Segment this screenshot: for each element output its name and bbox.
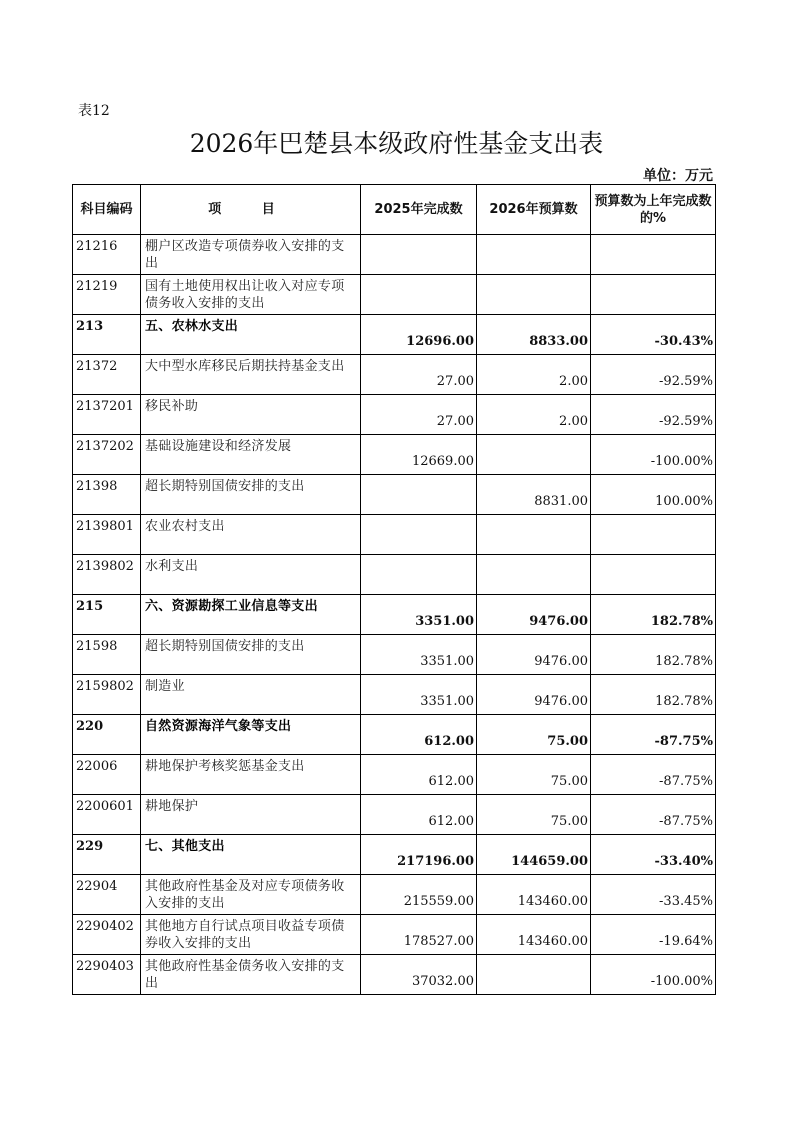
cell-completed-2025: 37032.00 — [361, 955, 477, 995]
cell-percent: -100.00% — [591, 955, 716, 995]
table-row — [73, 675, 716, 715]
cell-completed-2025: 612.00 — [361, 715, 477, 755]
cell-budget-2026: 8831.00 — [477, 475, 591, 515]
table-row — [73, 475, 716, 515]
cell-budget-2026: 75.00 — [477, 795, 591, 835]
cell-completed-2025: 612.00 — [361, 795, 477, 835]
cell-item-name: 其他政府性基金及对应专项债务收入安排的支出 — [141, 875, 361, 915]
cell-percent — [591, 515, 716, 555]
table-row-category — [73, 595, 716, 635]
table-header-row — [73, 185, 716, 235]
table-row — [73, 915, 716, 955]
cell-budget-2026: 75.00 — [477, 715, 591, 755]
cell-budget-2026 — [477, 515, 591, 555]
cell-budget-2026 — [477, 555, 591, 595]
header-percent: 预算数为上年完成数的% — [591, 185, 716, 235]
cell-completed-2025: 12696.00 — [361, 315, 477, 355]
cell-item-name: 移民补助 — [141, 395, 361, 435]
cell-code: 21398 — [73, 475, 141, 515]
cell-item-name: 其他地方自行试点项目收益专项债券收入安排的支出 — [141, 915, 361, 955]
cell-percent: -30.43% — [591, 315, 716, 355]
cell-percent — [591, 275, 716, 315]
table-row — [73, 555, 716, 595]
cell-item-name: 其他政府性基金债务收入安排的支出 — [141, 955, 361, 995]
cell-completed-2025: 612.00 — [361, 755, 477, 795]
table-row — [73, 515, 716, 555]
cell-percent: -92.59% — [591, 355, 716, 395]
cell-budget-2026 — [477, 435, 591, 475]
fund-expenditure-table — [72, 184, 716, 995]
cell-percent: -92.59% — [591, 395, 716, 435]
table-row — [73, 235, 716, 275]
cell-budget-2026: 9476.00 — [477, 635, 591, 675]
cell-percent: -33.45% — [591, 875, 716, 915]
cell-completed-2025: 12669.00 — [361, 435, 477, 475]
cell-item-name: 耕地保护 — [141, 795, 361, 835]
cell-budget-2026: 8833.00 — [477, 315, 591, 355]
header-budget-2026: 2026年预算数 — [477, 185, 591, 235]
cell-code: 213 — [73, 315, 141, 355]
table-row — [73, 275, 716, 315]
table-row — [73, 955, 716, 995]
cell-completed-2025 — [361, 515, 477, 555]
cell-item-name: 耕地保护考核奖惩基金支出 — [141, 755, 361, 795]
cell-item-name: 超长期特别国债安排的支出 — [141, 635, 361, 675]
cell-code: 2159802 — [73, 675, 141, 715]
table-number: 表12 — [78, 103, 110, 119]
cell-code: 2200601 — [73, 795, 141, 835]
cell-completed-2025 — [361, 555, 477, 595]
cell-percent: -87.75% — [591, 715, 716, 755]
cell-completed-2025: 3351.00 — [361, 635, 477, 675]
cell-completed-2025: 27.00 — [361, 395, 477, 435]
cell-code: 2290402 — [73, 915, 141, 955]
cell-code: 2137202 — [73, 435, 141, 475]
cell-budget-2026 — [477, 275, 591, 315]
table-row-category — [73, 315, 716, 355]
cell-code: 22904 — [73, 875, 141, 915]
header-completed-2025: 2025年完成数 — [361, 185, 477, 235]
cell-completed-2025 — [361, 235, 477, 275]
cell-percent: -87.75% — [591, 795, 716, 835]
cell-budget-2026: 9476.00 — [477, 595, 591, 635]
cell-budget-2026 — [477, 955, 591, 995]
cell-item-name: 基础设施建设和经济发展 — [141, 435, 361, 475]
cell-code: 22006 — [73, 755, 141, 795]
table-row — [73, 755, 716, 795]
cell-code: 229 — [73, 835, 141, 875]
cell-percent: -100.00% — [591, 435, 716, 475]
cell-completed-2025 — [361, 475, 477, 515]
header-code: 科目编码 — [73, 185, 141, 235]
cell-code: 220 — [73, 715, 141, 755]
table-row-category — [73, 835, 716, 875]
cell-completed-2025 — [361, 275, 477, 315]
cell-code: 2139801 — [73, 515, 141, 555]
cell-item-name: 水利支出 — [141, 555, 361, 595]
cell-item-name: 制造业 — [141, 675, 361, 715]
table-row — [73, 875, 716, 915]
cell-percent: -19.64% — [591, 915, 716, 955]
cell-percent: 182.78% — [591, 675, 716, 715]
cell-item-name: 国有土地使用权出让收入对应专项债务收入安排的支出 — [141, 275, 361, 315]
table-row — [73, 795, 716, 835]
cell-percent: 100.00% — [591, 475, 716, 515]
cell-budget-2026: 2.00 — [477, 395, 591, 435]
cell-item-name: 五、农林水支出 — [141, 315, 361, 355]
cell-code: 21219 — [73, 275, 141, 315]
cell-item-name: 农业农村支出 — [141, 515, 361, 555]
cell-percent: -33.40% — [591, 835, 716, 875]
cell-code: 2139802 — [73, 555, 141, 595]
cell-code: 215 — [73, 595, 141, 635]
cell-budget-2026: 75.00 — [477, 755, 591, 795]
table-row — [73, 435, 716, 475]
cell-code: 21216 — [73, 235, 141, 275]
cell-code: 2137201 — [73, 395, 141, 435]
cell-item-name: 超长期特别国债安排的支出 — [141, 475, 361, 515]
cell-budget-2026: 9476.00 — [477, 675, 591, 715]
cell-budget-2026 — [477, 235, 591, 275]
cell-percent — [591, 235, 716, 275]
cell-budget-2026: 2.00 — [477, 355, 591, 395]
unit-label: 单位：万元 — [643, 168, 713, 184]
cell-completed-2025: 3351.00 — [361, 595, 477, 635]
page-title: 2026年巴楚县本级政府性基金支出表 — [189, 129, 604, 158]
cell-percent: -87.75% — [591, 755, 716, 795]
cell-budget-2026: 143460.00 — [477, 915, 591, 955]
cell-percent: 182.78% — [591, 635, 716, 675]
header-item: 项 目 — [141, 185, 361, 235]
cell-completed-2025: 215559.00 — [361, 875, 477, 915]
cell-budget-2026: 143460.00 — [477, 875, 591, 915]
cell-completed-2025: 3351.00 — [361, 675, 477, 715]
table-row — [73, 355, 716, 395]
cell-code: 2290403 — [73, 955, 141, 995]
cell-item-name: 大中型水库移民后期扶持基金支出 — [141, 355, 361, 395]
cell-completed-2025: 27.00 — [361, 355, 477, 395]
table-body — [73, 235, 716, 995]
cell-code: 21598 — [73, 635, 141, 675]
cell-percent: 182.78% — [591, 595, 716, 635]
cell-item-name: 棚户区改造专项债券收入安排的支出 — [141, 235, 361, 275]
cell-budget-2026: 144659.00 — [477, 835, 591, 875]
cell-item-name: 七、其他支出 — [141, 835, 361, 875]
cell-completed-2025: 217196.00 — [361, 835, 477, 875]
table-row — [73, 395, 716, 435]
cell-item-name: 自然资源海洋气象等支出 — [141, 715, 361, 755]
cell-code: 21372 — [73, 355, 141, 395]
table-row-category — [73, 715, 716, 755]
cell-item-name: 六、资源勘探工业信息等支出 — [141, 595, 361, 635]
cell-percent — [591, 555, 716, 595]
cell-completed-2025: 178527.00 — [361, 915, 477, 955]
table-row — [73, 635, 716, 675]
